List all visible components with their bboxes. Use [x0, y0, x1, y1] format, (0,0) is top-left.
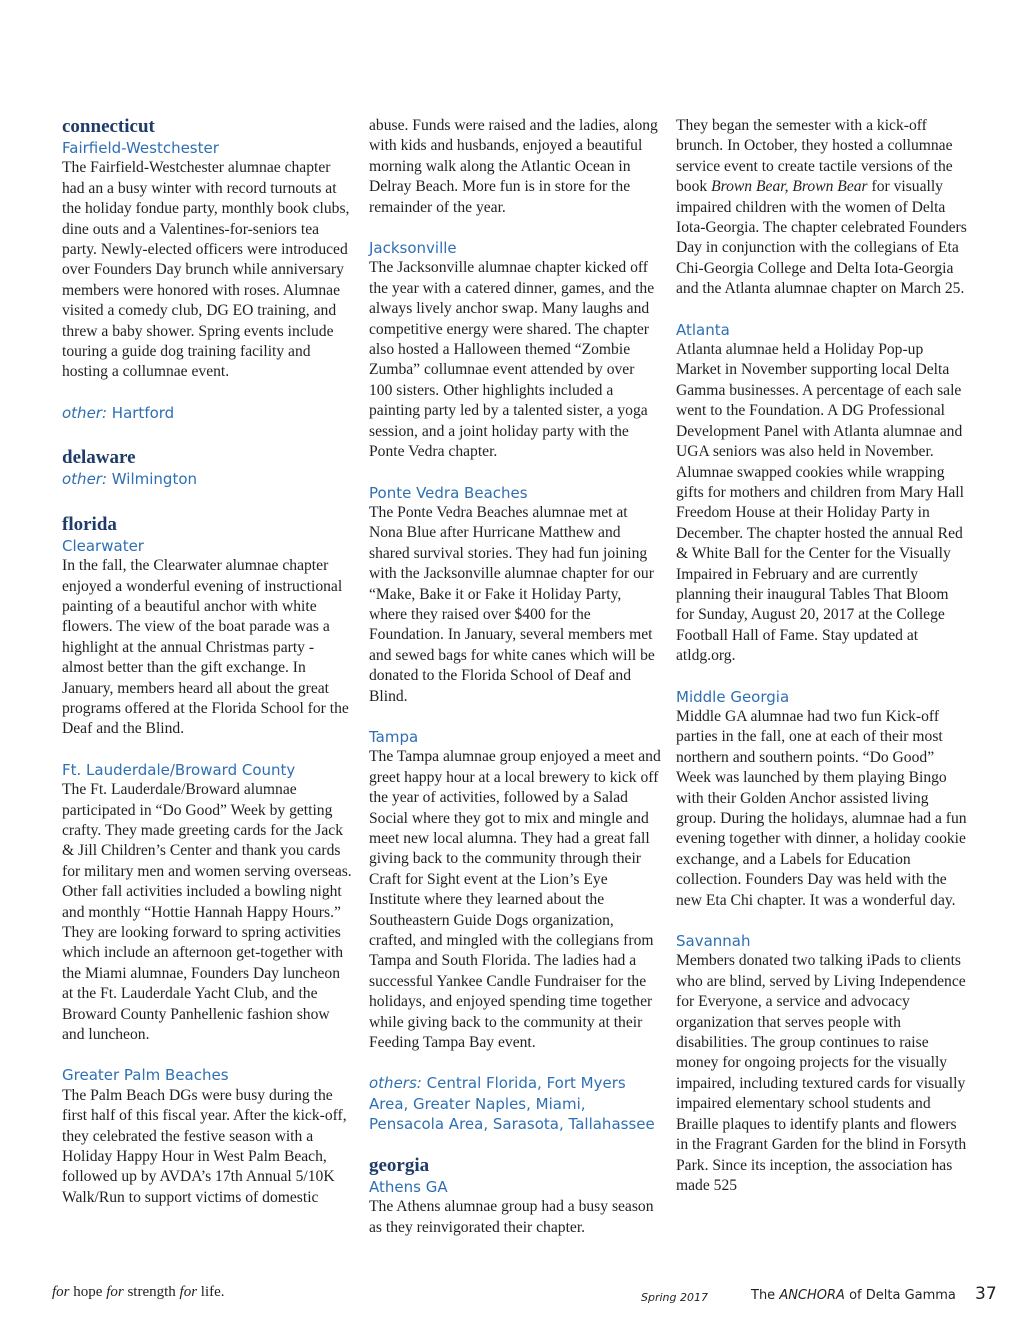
chapter-body-athens: The Athens alumnae group had a busy season as they reinvigorated their chapter.: [369, 1198, 654, 1236]
chapter-heading-fairfield-westchester: Fairfield-Westchester: [62, 139, 219, 157]
column-3: [676, 116, 968, 1196]
chapter-body-greater-palm-beaches-continued: abuse. Funds were raised and the ladies, along with kids and husbands, enjoyed a beautiful morning walk along the Atlantic Ocean in Delray Beach. More fun is in store for the remainder of the year.: [369, 117, 658, 216]
chapter-heading-jacksonville: Jacksonville: [369, 239, 457, 258]
magazine-anchora: ANCHORA: [779, 1288, 845, 1303]
chapter-body-athens-continued: [676, 116, 968, 300]
florida-other-chapters: [369, 1073, 661, 1134]
chapter-heading-atlanta: Atlanta: [676, 320, 730, 339]
delaware-other-chapters: [62, 469, 352, 489]
chapter-heading-greater-palm-beaches: Greater Palm Beaches: [62, 1066, 229, 1085]
state-heading-delaware: delaware: [62, 447, 136, 469]
chapter-body-clearwater: In the fall, the Clearwater alumnae chapter enjoyed a wonderful evening of instructional painting of a beautiful anchor with white flowers. The view of the boat parade was a highlight at the annual Christmas party - almost better than the gift exchange. In January, members heard all about the great programs offered at the Florida School for the Deaf and the Blind.: [62, 557, 349, 738]
tagline-for-3: for: [179, 1284, 198, 1300]
connecticut-other-chapters: [62, 403, 352, 423]
other-value: Wilmington: [111, 470, 198, 489]
chapter-body-ponte-vedra-beaches: The Ponte Vedra Beaches alumnae met at Nona Blue after Hurricane Matthew and shared survival stories. They had fun joining with the Jacksonville alumnae chapter for our “Make, Bake it or Fake it Holiday Party, where they raised over $400 for the Foundation. In January, several members met and sewed bags for white canes which will be donated to the Florida School of Deaf and Blind.: [369, 503, 655, 705]
chapter-body-fairfield-westchester: The Fairfield-Westchester alumnae chapter had an a busy winter with record turnouts at the holiday fondue party, monthly book clubs, dine outs and a Valentines-for-seniors tea party. Newly-elected officers were introduced over Founders Day brunch while anniversary members were honored with roses. Alumnae visited a comedy club, DG EO training, and threw a baby shower. Spring events include touring a guide dog training facility and hosting a collumnae event.: [62, 159, 350, 381]
chapter-body-atlanta: Atlanta alumnae held a Holiday Pop-up Market in November supporting local Delta Gamma businesses. A percentage of each sale went to the Foundation. A DG Professional Development Panel with Atlanta alumnae and UGA seniors was also held in November. Alumnae swapped cookies while wrapping gifts for mothers and children from Mary Hall Freedom House at their Holiday Party in December. The chapter hosted the annual Red & White Ball for the Center for the Visually Impaired in February and are currently planning their inaugural Tables That Bloom for Sunday, August 20, 2017 at the College Football Hall of Fame. Stay updated at atldg.org.: [676, 341, 964, 665]
chapter-heading-ft-lauderdale: Ft. Lauderdale/Broward County: [62, 760, 296, 779]
state-heading-connecticut: connecticut: [62, 116, 155, 137]
book-title: Brown Bear, Brown Bear: [711, 178, 868, 196]
tagline-for-1: for: [52, 1284, 70, 1300]
magazine-the: The: [751, 1288, 780, 1303]
chapter-heading-tampa: Tampa: [369, 727, 419, 746]
footer-magazine-title: [751, 1288, 956, 1303]
page-number: 37: [975, 1284, 997, 1304]
magazine-rest: of Delta Gamma: [844, 1288, 956, 1303]
state-heading-florida: florida: [62, 513, 117, 535]
column-1: [62, 116, 352, 1208]
chapter-body-tampa: The Tampa alumnae group enjoyed a meet and greet happy hour at a local brewery to kick off the year of activities, followed by a Salad Social where they got to mix and mingle and meet new local alumna. They had a great fall giving back to the community through their Craft for Sight event at the Lion’s Eye Institute where they learned about the Southeastern Guide Dogs organization, crafted, and mingled with the collegians from Tampa and South Florida. The ladies had a successful Yankee Candle Fundraiser for the holidays, and enjoyed spending time together while giving back to the community at their Feeding Tampa Bay event.: [369, 748, 661, 1052]
chapter-body-greater-palm-beaches: The Palm Beach DGs were busy during the first half of this fiscal year. After the kick-off, they celebrated the festive season with a Holiday Happy Hour in West Palm Beach, followed up by AVDA’s 17th Annual 5/10K Walk/Run to support victims of domestic: [62, 1086, 347, 1206]
tagline-for-2: for: [106, 1284, 124, 1300]
others-label: others:: [369, 1074, 422, 1093]
footer-tagline: [52, 1284, 225, 1301]
chapter-heading-savannah: Savannah: [676, 932, 751, 951]
athens-text-start: They began the semester with a kick-off brunch. In October, they hosted a collumnae service event to create tactile versions of the book: [676, 117, 953, 196]
chapter-heading-athens: Athens GA: [369, 1177, 448, 1196]
other-value: Hartford: [111, 403, 175, 422]
other-label: other:: [62, 403, 108, 422]
tagline-strength: strength: [123, 1284, 180, 1300]
state-heading-georgia: georgia: [369, 1154, 430, 1176]
column-2: [369, 116, 661, 1238]
tagline-life: life.: [197, 1284, 225, 1300]
athens-text-end: for visually impaired children with the women of Delta Iota-Georgia. The chapter celebrated Founders Day in conjunction with the collegians of Eta Chi-Georgia College and Delta Iota-Georgia and the Atlanta alumnae chapter on March 25.: [676, 178, 967, 298]
chapter-body-savannah: Members donated two talking iPads to clients who are blind, served by Living Independence for Everyone, a service and advocacy organization that serves people with disabilities. The group continues to raise money for ongoing projects for the visually impaired, including textured cards for visually impaired elementary school students and Braille plaques to identify plants and flowers in the Fragrant Garden for the blind in Forsyth Park. Since its inception, the association has made 525: [676, 952, 967, 1194]
footer-issue-season: Spring 2017: [641, 1291, 708, 1304]
chapter-heading-ponte-vedra-beaches: Ponte Vedra Beaches: [369, 483, 528, 502]
other-label: other:: [62, 470, 108, 489]
chapter-heading-clearwater: Clearwater: [62, 536, 144, 555]
others-value: Central Florida, Fort Myers Area, Greater Naples, Miami, Pensacola Area, Sarasota, Tallahassee: [369, 1074, 655, 1134]
chapter-body-middle-georgia: Middle GA alumnae had two fun Kick-off parties in the fall, one at each of their most northern and southern points. “Do Good” Week was launched by them playing Bingo with their Golden Anchor assisted living group. During the holidays, alumnae had a fun evening together with dinner, a holiday cookie exchange, and a Labels for Education collection. Founders Day was held with the new Eta Chi chapter. It was a wonderful day.: [676, 707, 967, 909]
tagline-hope: hope: [69, 1284, 107, 1300]
chapter-heading-middle-georgia: Middle Georgia: [676, 687, 790, 706]
chapter-body-ft-lauderdale: The Ft. Lauderdale/Broward alumnae participated in “Do Good” Week by getting crafty. They made greeting cards for the Jack & Jill Children’s Center and thank you cards for military men and women serving overseas. Other fall activities included a bowling night and monthly “Hottie Hannah Happy Hours.” They are looking forward to spring activities which include an afternoon get-together with the Miami alumnae, Founders Day luncheon at the Ft. Lauderdale Yacht Club, and the Broward County Panhellenic fashion show and luncheon.: [62, 781, 352, 1044]
chapter-body-jacksonville: The Jacksonville alumnae chapter kicked off the year with a catered dinner, games, and the always lively anchor swap. Many laughs and competitive energy were shared. The chapter also hosted a Halloween themed “Zombie Zumba” collumnae event attended by over 100 sisters. Other highlights included a painting party led by a talented sister, a yoga session, and a joint holiday party with the Ponte Vedra chapter.: [369, 259, 655, 461]
